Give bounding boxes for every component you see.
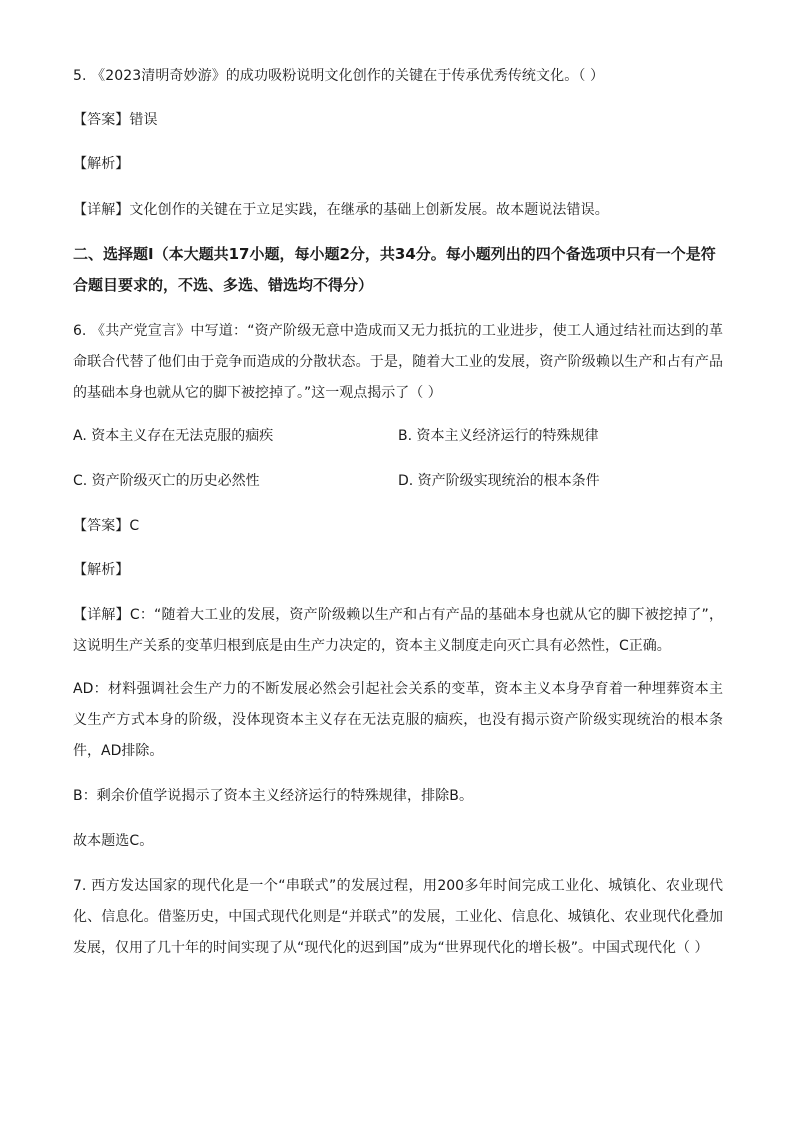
- question-6-option-d: D. 资产阶级实现统治的根本条件: [398, 473, 600, 489]
- section-2-heading: 二、选择题Ⅰ（本大题共17小题，每小题2分，共34分。每小题列出的四个备选项中只有一个是符合题目要求的，不选、多选、错选均不得分）: [73, 245, 716, 294]
- question-6-option-a: A. 资本主义存在无法克服的痼疾: [73, 428, 274, 444]
- question-6-detail-b: B：剩余价值学说揭示了资本主义经济运行的特殊规律，排除B。: [73, 788, 474, 804]
- question-6-option-c: C. 资产阶级灭亡的历史必然性: [73, 473, 260, 489]
- question-6-detail-ad: AD：材料强调社会生产力的不断发展必然会引起社会关系的变革，资本主义本身孕育着一种埋葬资本主义生产方式本身的阶级，没体现资本主义存在无法克服的痼疾，也没有揭示资产阶级实现统治的根本条件，AD排除。: [73, 681, 723, 759]
- question-7-stem: 7. 西方发达国家的现代化是一个“串联式”的发展过程，用200多年时间完成工业化、城镇化、农业现代化、信息化。借鉴历史，中国式现代化则是“并联式”的发展，工业化、信息化、城镇化、农业现代化叠加发展，仅用了几十年的时间实现了从“现代化的迟到国”成为“世界现代化的增长极”。中国式现代化（ ）: [73, 878, 723, 956]
- detail-text: 文化创作的关键在于立足实践，在继承的基础上创新发展。故本题说法错误。: [129, 202, 609, 218]
- question-6-option-b: B. 资本主义经济运行的特殊规律: [398, 428, 599, 444]
- question-5-stem: 5. 《2023清明奇妙游》的成功吸粉说明文化创作的关键在于传承优秀传统文化。（ ）: [73, 68, 605, 84]
- detail-tag: 【详解】: [73, 202, 130, 218]
- question-6-stem: 6. 《共产党宣言》中写道：“资产阶级无意中造成而又无力抵抗的工业进步，使工人通过结社而达到的革命联合代替了他们由于竞争而造成的分散状态。于是，随着大工业的发展，资产阶级赖以生产和占有产品的基础本身也就从它的脚下被挖掉了。”这一观点揭示了（ ）: [73, 323, 723, 401]
- question-5-answer: [73, 105, 725, 136]
- question-5-detail: [73, 195, 725, 226]
- question-6-conclusion: 故本题选C。: [73, 833, 154, 849]
- question-6-answer: [73, 511, 725, 542]
- answer-tag: 【答案】: [73, 518, 130, 534]
- question-6-detail-c: [73, 600, 723, 662]
- detail-tag: 【详解】: [73, 607, 130, 623]
- question-5-analysis-tag: 【解析】: [73, 156, 130, 172]
- answer-tag: 【答案】: [73, 112, 130, 128]
- answer-value: C: [129, 518, 140, 534]
- detail-text: C：“随着大工业的发展，资产阶级赖以生产和占有产品的基础本身也就从它的脚下被挖掉了”，这说明生产关系的变革归根到底是由生产力决定的，资本主义制度走向灭亡具有必然性，C正确。: [73, 607, 724, 654]
- answer-value: 错误: [129, 112, 158, 128]
- question-6-analysis-tag: 【解析】: [73, 562, 130, 578]
